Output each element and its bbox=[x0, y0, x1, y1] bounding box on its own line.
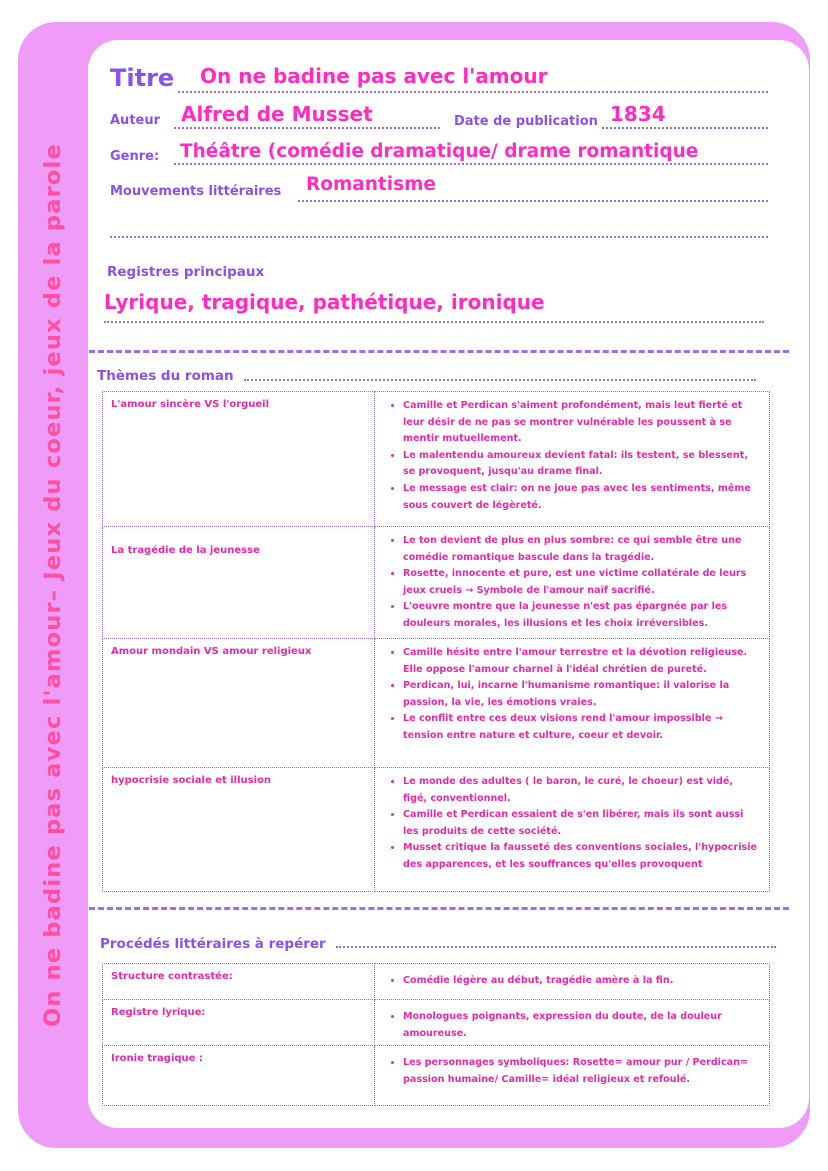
list-item: • Le message est clair: on ne joue pas avec les sentiments, même sous couvert de légèreté. bbox=[403, 481, 759, 514]
themes-title: Thèmes du roman bbox=[97, 368, 234, 384]
table-row bbox=[103, 768, 770, 892]
theme-label: L'amour sincère VS l'orgueil bbox=[103, 392, 375, 527]
list-item: • Rosette, innocente et pure, est une victime collatérale de leurs jeux cruels → Symbole de l'amour naïf sacrifié. bbox=[403, 566, 759, 599]
table-row bbox=[103, 392, 770, 527]
genre-label: Genre: bbox=[110, 149, 160, 164]
list-item: • Monologues poignants, expression du doute, de la douleur amoureuse. bbox=[403, 1009, 759, 1042]
procede-label: Ironie tragique : bbox=[103, 1046, 375, 1106]
mouvements-line bbox=[298, 200, 768, 202]
table-row bbox=[103, 527, 770, 639]
list-item: • Le malentendu amoureux devient fatal: ils testent, se blessent, se provoquent, jusqu'au drame final. bbox=[403, 448, 759, 481]
table-row bbox=[103, 1000, 770, 1046]
mouvements-label: Mouvements littéraires bbox=[110, 184, 282, 199]
list-item: • Camille et Perdican s'aiment profondément, mais leut fierté et leur désir de ne pas se montrer vulnérable les poussent à se mentir mutuellement. bbox=[403, 398, 759, 448]
auteur-value: Alfred de Musset bbox=[181, 102, 373, 126]
registres-label: Registres principaux bbox=[107, 264, 265, 280]
list-item: • L'oeuvre montre que la jeunesse n'est pas épargnée par les douleurs morales, les illusions et les choix irréversibles. bbox=[403, 599, 759, 632]
list-item: • Le ton devient de plus en plus sombre: ce qui semble être une comédie romantique bascule dans la tragédie. bbox=[403, 533, 759, 566]
auteur-label: Auteur bbox=[110, 113, 161, 128]
registres-value: Lyrique, tragique, pathétique, ironique bbox=[104, 290, 545, 314]
mouvements-value: Romantisme bbox=[306, 174, 436, 195]
titre-label: Titre bbox=[110, 64, 175, 92]
dash-divider-1 bbox=[89, 350, 789, 353]
date-label: Date de publication bbox=[454, 114, 598, 129]
procedes-table bbox=[102, 963, 770, 1106]
procedes-title: Procédés littéraires à repérer bbox=[100, 936, 326, 952]
table-row bbox=[103, 639, 770, 768]
dash-divider-2 bbox=[89, 907, 789, 910]
date-value: 1834 bbox=[610, 102, 666, 126]
sidebar-title: On ne badine pas avec l'amour– Jeux du coeur, jeux de la parole bbox=[40, 143, 66, 1027]
titre-value: On ne badine pas avec l'amour bbox=[200, 64, 548, 88]
list-item: • Camille et Perdican essaient de s'en libérer, mais ils sont aussi les produits de cette société. bbox=[403, 807, 759, 840]
auteur-line bbox=[174, 127, 440, 129]
procede-label: Registre lyrique: bbox=[103, 1000, 375, 1046]
list-item: • Musset critique la fausseté des conventions sociales, l'hypocrisie des apparences, et les souffrances qu'elles provoquent bbox=[403, 840, 759, 873]
list-item: • Comédie légère au début, tragédie amère à la fin. bbox=[403, 973, 759, 990]
themes-line bbox=[244, 379, 756, 381]
titre-line bbox=[178, 91, 768, 93]
theme-label: La tragédie de la jeunesse bbox=[103, 527, 375, 639]
date-line bbox=[602, 127, 768, 129]
list-item: • Perdican, lui, incarne l'humanisme romantique: il valorise la passion, la vie, les émotions vraies. bbox=[403, 678, 759, 711]
genre-value: Théâtre (comédie dramatique/ drame romantique bbox=[180, 141, 699, 162]
table-row bbox=[103, 964, 770, 1000]
list-item: • Camille hésite entre l'amour terrestre et la dévotion religieuse. Elle oppose l'amour charnel à l'idéal chrétien de pureté. bbox=[403, 645, 759, 678]
procedes-line bbox=[336, 946, 776, 948]
procede-label: Structure contrastée: bbox=[103, 964, 375, 1000]
extra-line bbox=[110, 236, 768, 238]
table-row bbox=[103, 1046, 770, 1106]
theme-label: hypocrisie sociale et illusion bbox=[103, 768, 375, 892]
registres-line bbox=[104, 321, 764, 323]
theme-label: Amour mondain VS amour religieux bbox=[103, 639, 375, 768]
list-item: • Les personnages symboliques: Rosette= amour pur / Perdican= passion humaine/ Camille= idéal religieux et refoulé. bbox=[403, 1055, 759, 1088]
list-item: • Le monde des adultes ( le baron, le curé, le choeur) est vidé, figé, conventionnel. bbox=[403, 774, 759, 807]
themes-table bbox=[102, 391, 770, 892]
genre-line bbox=[174, 163, 768, 165]
list-item: • Le conflit entre ces deux visions rend l'amour impossible → tension entre nature et culture, coeur et devoir. bbox=[403, 711, 759, 744]
